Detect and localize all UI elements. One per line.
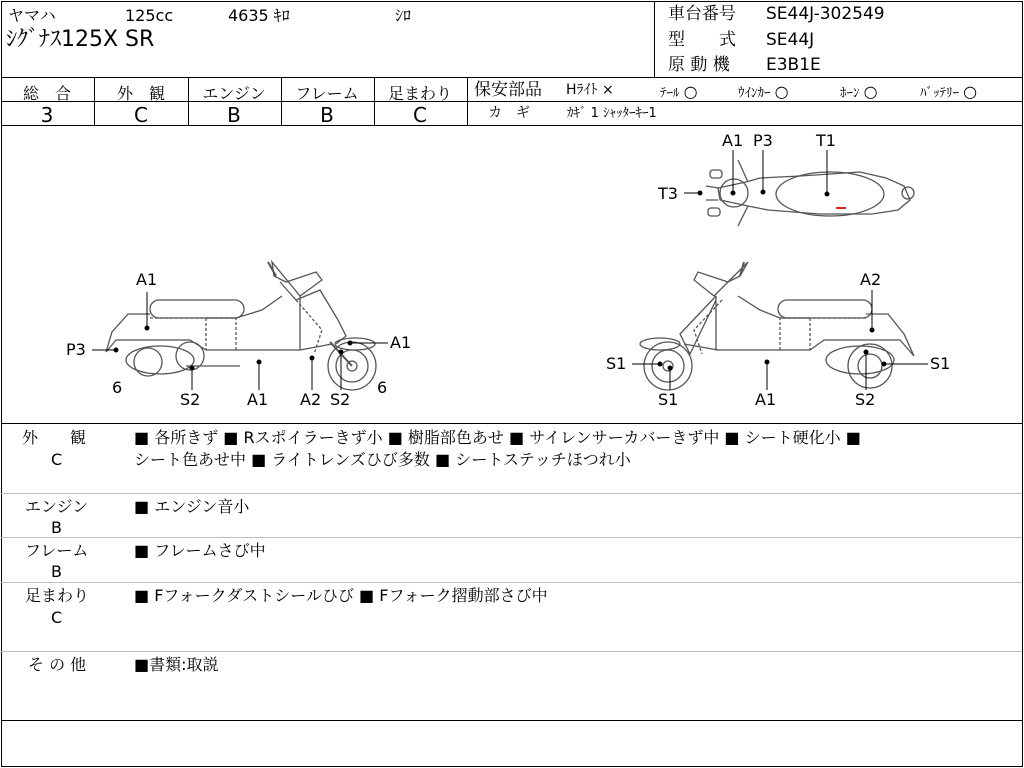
rule: [1, 537, 1022, 538]
label-left-6a: 6: [112, 378, 123, 397]
frame-no: SE44J-302549: [766, 4, 885, 24]
grade-engine-value: B: [227, 103, 241, 127]
displacement: 125cc: [125, 6, 174, 25]
label-left-a1-top: A1: [136, 270, 158, 289]
note-exterior-line2: シート色あせ中 ■ ライトレンズひび多数 ■ シートステッチほつれ小: [134, 450, 631, 469]
label-left-a1-right: A1: [390, 333, 412, 352]
label-top-p3: P3: [753, 131, 773, 150]
safety-horn: ﾎｰﾝ ○: [840, 82, 878, 101]
note-exterior-line1: ■ 各所きず ■ Rスポイラーきず小 ■ 樹脂部色あせ ■ サイレンサーカバーきず中 ■ シート硬化小 ■: [134, 428, 861, 447]
rule: [1, 582, 1022, 583]
grade-exterior-label: 外 観: [116, 84, 165, 103]
label-left-s2b: S2: [330, 390, 351, 409]
note-suspension-label: 足まわり: [25, 586, 90, 605]
frame-no-label: 車台番号: [668, 4, 736, 24]
safety-headlight: Hﾗｲﾄ ×: [566, 82, 614, 98]
safety-tail: ﾃｰﾙ ○: [660, 82, 698, 101]
type-label: 型 式: [668, 30, 736, 50]
type-value: SE44J: [766, 30, 815, 50]
note-suspension-grade: C: [51, 608, 63, 627]
engine-label: 原 動 機: [668, 55, 730, 75]
note-exterior-grade: C: [51, 450, 63, 469]
diagram-pointers: [92, 150, 928, 390]
mileage: 4635 ｷﾛ: [228, 6, 290, 25]
label-right-a2: A2: [860, 270, 882, 289]
note-frame-label: フレーム: [25, 541, 89, 560]
note-frame-grade: B: [51, 562, 62, 581]
note-frame-line1: ■ フレームさび中: [134, 541, 266, 560]
note-other-label: そ の 他: [28, 655, 87, 674]
label-left-s2a: S2: [180, 390, 201, 409]
note-engine-label: エンジン: [25, 497, 89, 516]
label-right-s1-left: S1: [606, 354, 627, 373]
label-right-s1-right: S1: [930, 354, 951, 373]
grade-frame-value: B: [320, 103, 334, 127]
label-top-t3: T3: [658, 184, 678, 203]
key-label: カ ギ: [488, 105, 530, 121]
rule: [1, 423, 1022, 424]
engine-value: E3B1E: [766, 55, 821, 75]
header-divider: [654, 1, 655, 77]
rule: [1, 651, 1022, 652]
grade-engine-label: エンジン: [202, 84, 266, 103]
label-right-s2: S2: [855, 390, 876, 409]
grade-frame-label: フレーム: [295, 84, 359, 103]
label-right-s1-bottom: S1: [658, 390, 679, 409]
rule: [1, 720, 1022, 721]
safety-winker: ｳｲﾝｶｰ ○: [738, 82, 789, 101]
label-left-6b: 6: [377, 378, 388, 397]
label-top-t1: T1: [816, 131, 836, 150]
scooter-top-view: [706, 160, 914, 226]
note-suspension-line1: ■ Fフォークダストシールひび ■ Fフォーク摺動部さび中: [134, 586, 548, 605]
maker: ヤマハ: [8, 6, 56, 25]
grade-overall-label: 総 合: [22, 84, 71, 103]
grade-exterior-value: C: [134, 103, 148, 127]
label-left-a2: A2: [300, 390, 322, 409]
note-engine-grade: B: [51, 518, 62, 537]
rule: [467, 77, 468, 125]
label-right-a1: A1: [755, 390, 777, 409]
safety-battery: ﾊﾞｯﾃﾘｰ ○: [920, 82, 978, 101]
safety-label: 保安部品: [474, 80, 542, 100]
grade-overall-value: 3: [40, 103, 54, 127]
rule: [1, 493, 1022, 494]
label-left-a1-bottom: A1: [247, 390, 269, 409]
note-engine-line1: ■ エンジン音小: [134, 497, 250, 516]
key-value: ｶｷﾞ 1 ｼｬｯﾀｰｷｰ1: [567, 106, 657, 121]
note-exterior-label: 外 観: [22, 428, 87, 447]
rule: [1, 77, 1022, 78]
note-other-line1: ■書類:取説: [134, 655, 219, 674]
label-top-a1: A1: [722, 131, 744, 150]
label-left-p3: P3: [66, 340, 86, 359]
grade-suspension-label: 足まわり: [387, 84, 452, 103]
rule: [467, 101, 1022, 102]
color: ｼﾛ: [395, 6, 412, 25]
model-name: ｼｸﾞﾅｽ125X SR: [6, 27, 155, 52]
grade-suspension-value: C: [413, 103, 427, 127]
